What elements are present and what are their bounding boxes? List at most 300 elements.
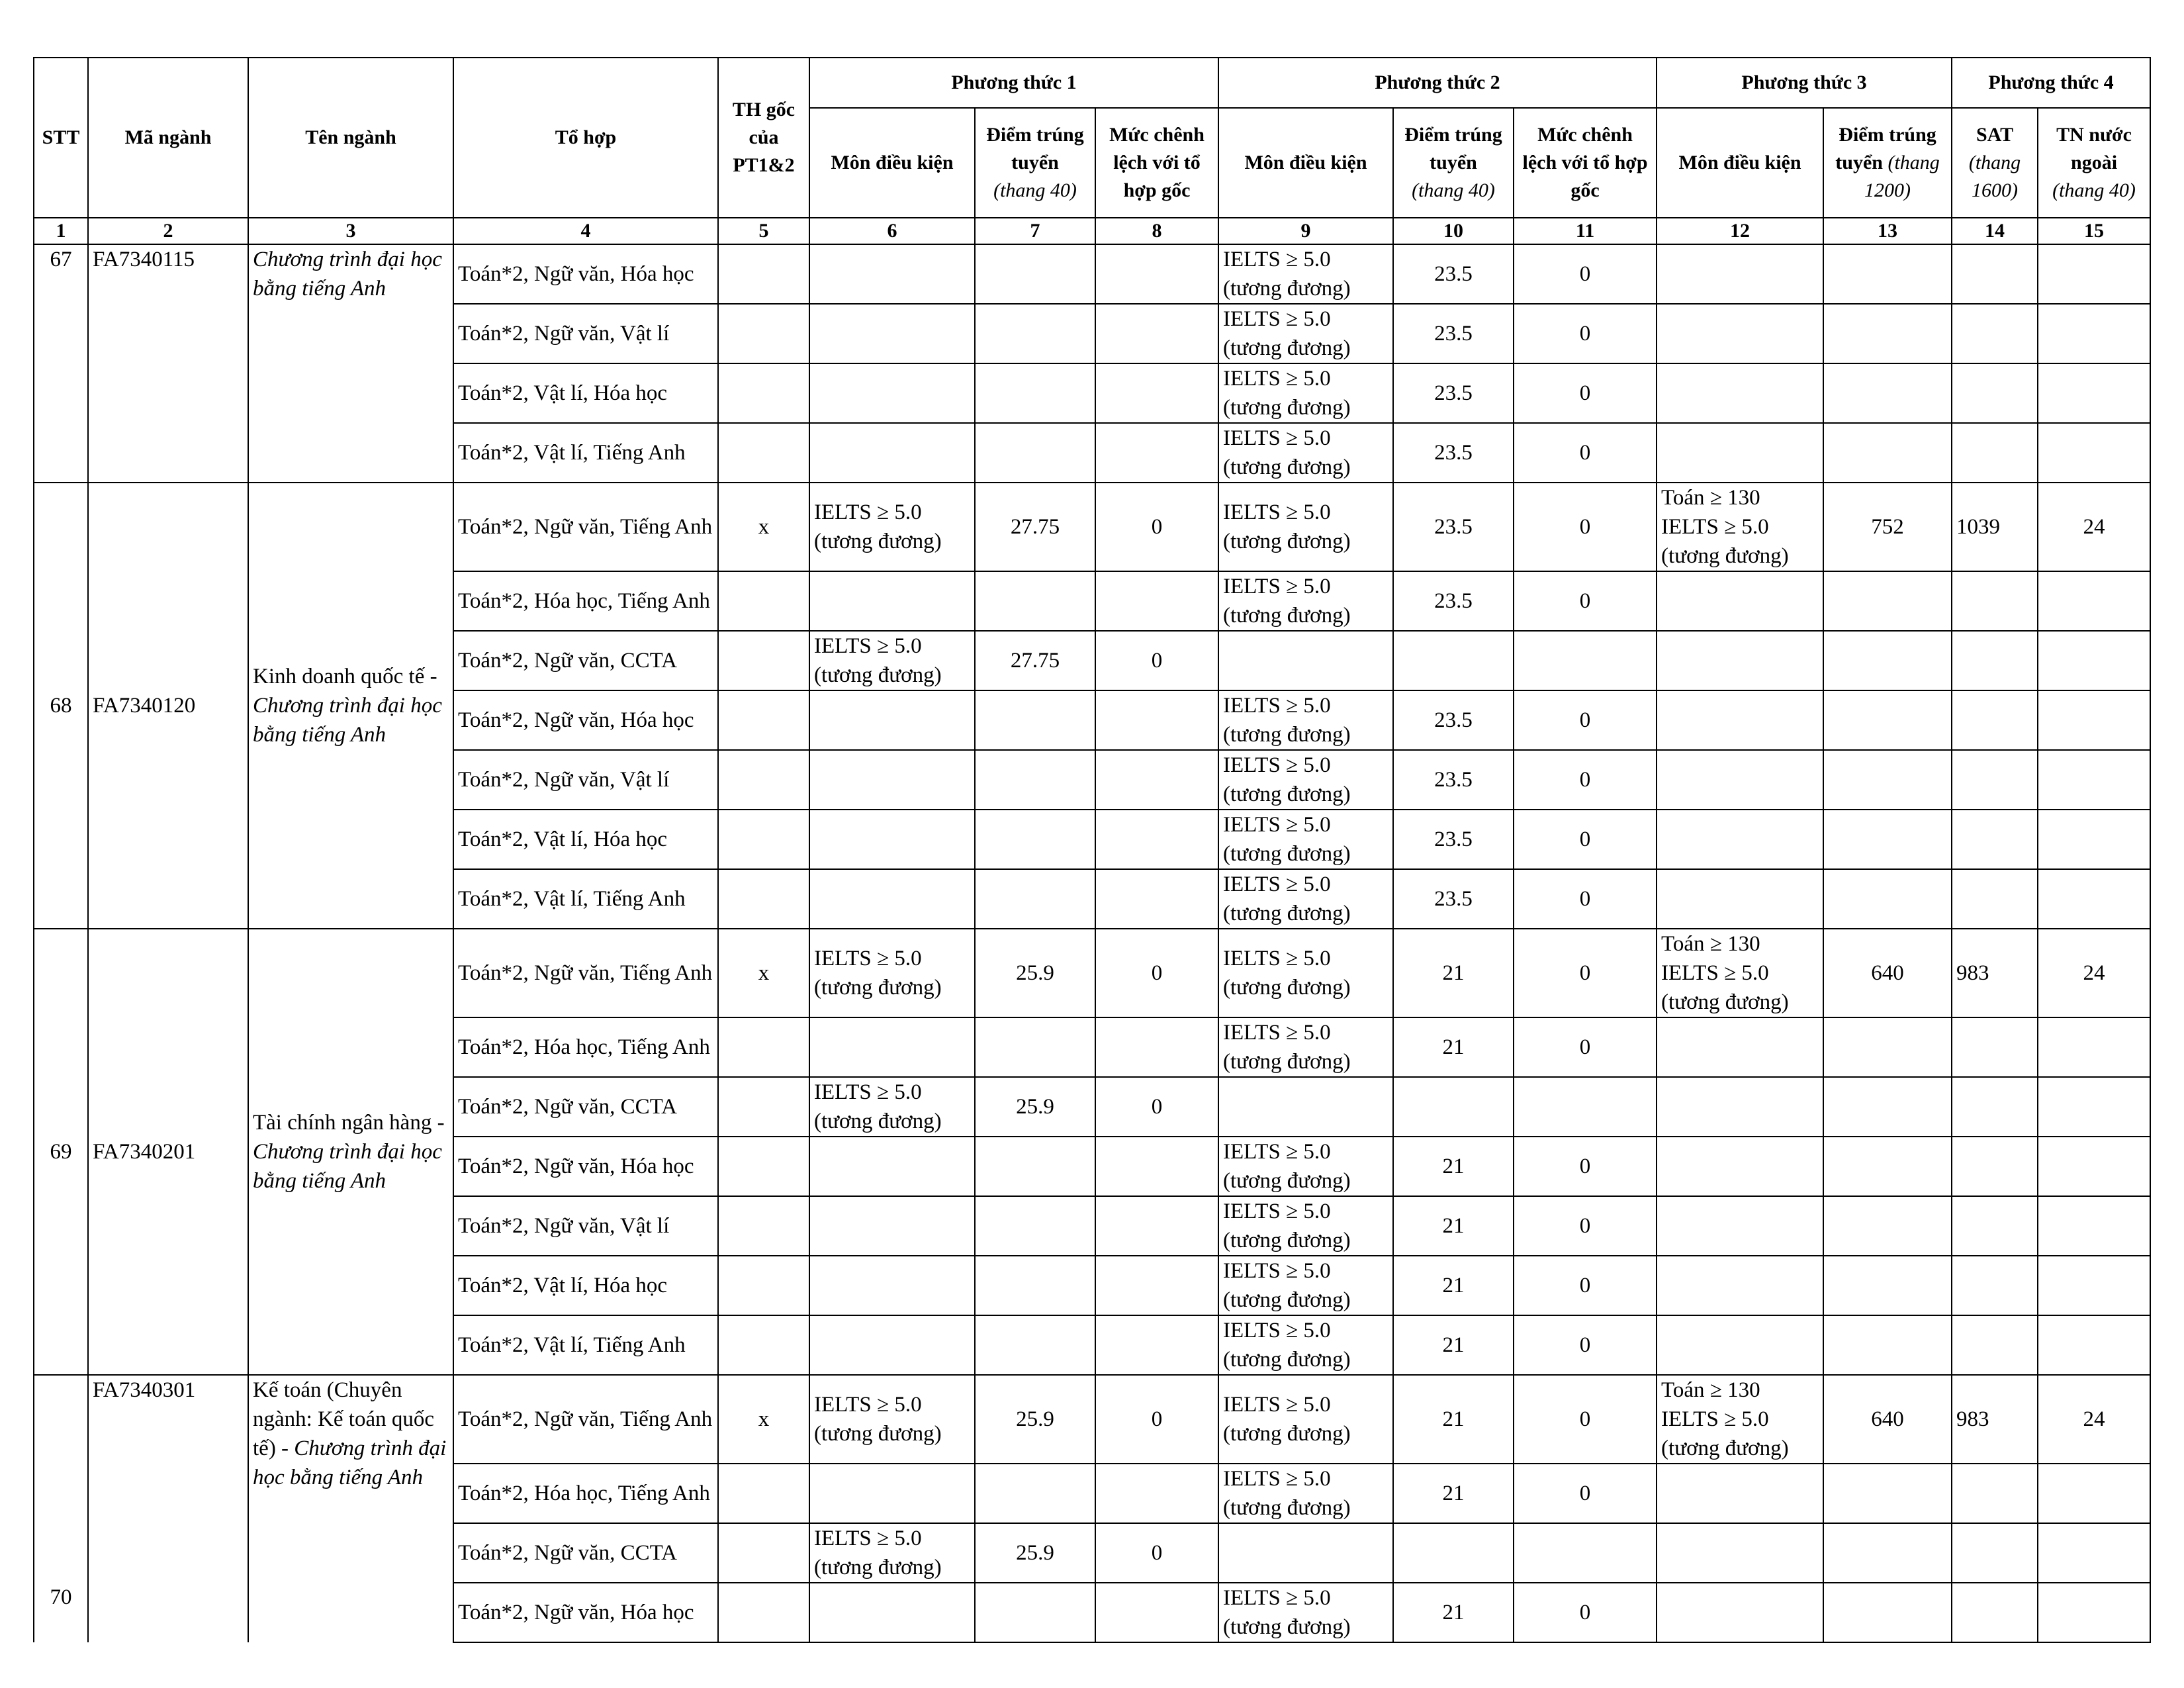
empty-cell (1823, 1017, 1952, 1077)
empty-cell (975, 690, 1095, 750)
table-row (34, 483, 2150, 571)
empty-cell (1657, 1464, 1823, 1523)
empty-cell (975, 869, 1095, 929)
empty-cell (809, 1256, 975, 1315)
pt1-condition (809, 483, 975, 571)
empty-cell (2038, 1077, 2150, 1137)
empty-cell (1952, 423, 2038, 483)
ielts-text: IELTS ≥ 5.0 (814, 634, 922, 658)
empty-cell (2038, 244, 2150, 304)
empty-cell (2038, 1196, 2150, 1256)
header-stt: STT (34, 58, 88, 218)
empty-cell (809, 690, 975, 750)
empty-cell (1095, 423, 1218, 483)
empty-cell (1657, 869, 1823, 929)
name-text: Tài chính ngân hàng - (253, 1111, 445, 1135)
empty-cell (1823, 571, 1952, 631)
header-sat-unit: (thang 1600) (1968, 152, 2021, 201)
combo-cell: Toán*2, Ngữ văn, CCTA (453, 1077, 718, 1137)
ielts-text: IELTS ≥ 5.0 (1661, 515, 1769, 539)
col-num: 2 (88, 218, 248, 244)
empty-cell (975, 1315, 1095, 1375)
pt2-diff: 0 (1514, 929, 1657, 1017)
empty-cell (718, 1137, 809, 1196)
empty-cell (1514, 1077, 1657, 1137)
table-row (34, 929, 2150, 1017)
combo-cell: Toán*2, Vật lí, Hóa học (453, 1256, 718, 1315)
pt2-score: 21 (1393, 1196, 1514, 1256)
equiv-text: (tương đương) (1223, 842, 1351, 866)
pt1-score: 25.9 (975, 1523, 1095, 1583)
equiv-text: (tương đương) (1223, 1615, 1351, 1639)
empty-cell (1514, 1523, 1657, 1583)
header-pt3: Phương thức 3 (1657, 58, 1952, 108)
empty-cell (975, 750, 1095, 810)
stt-cell: 67 (34, 244, 88, 483)
empty-cell (718, 363, 809, 423)
empty-cell (2038, 423, 2150, 483)
tn-score: 24 (2038, 929, 2150, 1017)
admission-table-page (33, 57, 2151, 1643)
header-pt2-mon: Môn điều kiện (1218, 108, 1393, 218)
equiv-text: (tương đương) (1223, 1348, 1351, 1372)
ielts-text: IELTS ≥ 5.0 (1223, 872, 1331, 896)
empty-cell (1218, 631, 1393, 690)
header-pt3-diem-label: Điểm trúng tuyển (1835, 124, 1936, 173)
empty-cell (1095, 810, 1218, 869)
pt2-condition (1218, 483, 1393, 571)
th-goc-mark: x (718, 929, 809, 1017)
empty-cell (1823, 1583, 1952, 1642)
pt2-score: 23.5 (1393, 244, 1514, 304)
empty-cell (718, 304, 809, 363)
col-num: 3 (248, 218, 453, 244)
ielts-text: IELTS ≥ 5.0 (1223, 694, 1331, 718)
empty-cell (2038, 1315, 2150, 1375)
pt3-condition (1657, 483, 1823, 571)
sat-score: 983 (1952, 1375, 2038, 1464)
header-tn-unit: (thang 40) (2052, 179, 2136, 201)
empty-cell (809, 363, 975, 423)
empty-cell (718, 423, 809, 483)
pt1-diff: 0 (1095, 631, 1218, 690)
ielts-text: IELTS ≥ 5.0 (1223, 1467, 1331, 1491)
empty-cell (809, 750, 975, 810)
pt2-condition (1218, 1137, 1393, 1196)
header-pt2-chenh: Mức chênh lệch với tổ hợp gốc (1514, 108, 1657, 218)
pt2-score: 23.5 (1393, 483, 1514, 571)
empty-cell (1393, 1523, 1514, 1583)
equiv-text: (tương đương) (1223, 1496, 1351, 1520)
empty-cell (2038, 631, 2150, 690)
empty-cell (1095, 1256, 1218, 1315)
combo-cell: Toán*2, Hóa học, Tiếng Anh (453, 571, 718, 631)
pt2-diff: 0 (1514, 363, 1657, 423)
equiv-text: (tương đương) (1223, 530, 1351, 553)
empty-cell (1095, 363, 1218, 423)
equiv-text: (tương đương) (1223, 723, 1351, 747)
empty-cell (809, 810, 975, 869)
pt2-condition (1218, 929, 1393, 1017)
col-num: 6 (809, 218, 975, 244)
ielts-text: IELTS ≥ 5.0 (1661, 961, 1769, 985)
col-num: 4 (453, 218, 718, 244)
empty-cell (1657, 1196, 1823, 1256)
ielts-text: IELTS ≥ 5.0 (1223, 307, 1331, 331)
ielts-text: IELTS ≥ 5.0 (814, 1080, 922, 1104)
equiv-text: (tương đương) (814, 1109, 942, 1133)
combo-cell: Toán*2, Ngữ văn, Tiếng Anh (453, 929, 718, 1017)
name-cell (248, 483, 453, 929)
pt2-condition (1218, 869, 1393, 929)
equiv-text: (tương đương) (814, 1422, 942, 1446)
pt3-condition (1657, 1375, 1823, 1464)
empty-cell (1657, 1077, 1823, 1137)
combo-cell: Toán*2, Ngữ văn, Hóa học (453, 1137, 718, 1196)
empty-cell (1823, 1315, 1952, 1375)
ielts-text: IELTS ≥ 5.0 (1223, 1393, 1331, 1417)
table-row (34, 1375, 2150, 1464)
combo-cell: Toán*2, Ngữ văn, Tiếng Anh (453, 1375, 718, 1464)
pt2-diff: 0 (1514, 810, 1657, 869)
empty-cell (718, 1196, 809, 1256)
empty-cell (2038, 1464, 2150, 1523)
pt2-condition (1218, 1375, 1393, 1464)
col-num: 7 (975, 218, 1095, 244)
pt1-score: 25.9 (975, 1375, 1095, 1464)
equiv-text: (tương đương) (814, 530, 942, 553)
pt2-condition (1218, 423, 1393, 483)
table-row (34, 244, 2150, 304)
pt2-diff: 0 (1514, 423, 1657, 483)
empty-cell (1823, 810, 1952, 869)
pt2-score: 23.5 (1393, 810, 1514, 869)
equiv-text: (tương đương) (1223, 455, 1351, 479)
pt3-score: 640 (1823, 1375, 1952, 1464)
empty-cell (1952, 690, 2038, 750)
pt2-score: 21 (1393, 1017, 1514, 1077)
empty-cell (1823, 690, 1952, 750)
pt2-score: 23.5 (1393, 690, 1514, 750)
toan-text: Toán ≥ 130 (1661, 932, 1760, 956)
pt2-condition (1218, 304, 1393, 363)
empty-cell (1218, 1523, 1393, 1583)
empty-cell (1952, 869, 2038, 929)
name-cell: Chương trình đại học bằng tiếng Anh (248, 244, 453, 483)
empty-cell (2038, 1137, 2150, 1196)
header-row-top (34, 58, 2150, 108)
empty-cell (1657, 750, 1823, 810)
ielts-text: IELTS ≥ 5.0 (1223, 426, 1331, 450)
equiv-text: (tương đương) (814, 663, 942, 687)
empty-cell (718, 1017, 809, 1077)
empty-cell (2038, 304, 2150, 363)
empty-cell (1657, 244, 1823, 304)
col-num: 9 (1218, 218, 1393, 244)
empty-cell (2038, 363, 2150, 423)
ielts-text: IELTS ≥ 5.0 (1223, 1319, 1331, 1342)
equiv-text: (tương đương) (1661, 1436, 1789, 1460)
name-text: Kinh doanh quốc tế - (253, 665, 437, 688)
col-num: 10 (1393, 218, 1514, 244)
pt1-condition (809, 631, 975, 690)
empty-cell (1952, 1315, 2038, 1375)
name-italic: Chương trình đại học bằng tiếng Anh (253, 1140, 442, 1193)
empty-cell (1393, 1077, 1514, 1137)
empty-cell (1514, 631, 1657, 690)
ielts-text: IELTS ≥ 5.0 (1223, 367, 1331, 391)
combo-cell: Toán*2, Vật lí, Hóa học (453, 810, 718, 869)
equiv-text: (tương đương) (1223, 277, 1351, 301)
stt-cell: 68 (34, 483, 88, 929)
empty-cell (1823, 1523, 1952, 1583)
pt2-score: 21 (1393, 1315, 1514, 1375)
empty-cell (809, 423, 975, 483)
pt2-score: 21 (1393, 1375, 1514, 1464)
pt3-score: 640 (1823, 929, 1952, 1017)
combo-cell: Toán*2, Ngữ văn, Hóa học (453, 1583, 718, 1642)
empty-cell (1823, 423, 1952, 483)
empty-cell (718, 690, 809, 750)
equiv-text: (tương đương) (1661, 544, 1789, 568)
empty-cell (1952, 1523, 2038, 1583)
pt2-diff: 0 (1514, 750, 1657, 810)
toan-text: Toán ≥ 130 (1661, 486, 1760, 510)
empty-cell (1218, 1077, 1393, 1137)
stt-cell: 69 (34, 929, 88, 1375)
pt1-diff: 0 (1095, 1375, 1218, 1464)
code-cell: FA7340301 (88, 1375, 248, 1642)
equiv-text: (tương đương) (1223, 1169, 1351, 1193)
equiv-text: (tương đương) (1223, 902, 1351, 925)
empty-cell (1952, 571, 2038, 631)
th-goc-mark: x (718, 483, 809, 571)
col-num: 12 (1657, 218, 1823, 244)
empty-cell (1095, 1464, 1218, 1523)
pt2-score: 23.5 (1393, 571, 1514, 631)
empty-cell (1952, 1464, 2038, 1523)
empty-cell (975, 1137, 1095, 1196)
header-pt3-diem-unit: (thang 1200) (1864, 152, 1940, 201)
empty-cell (1823, 1256, 1952, 1315)
ielts-text: IELTS ≥ 5.0 (1661, 1407, 1769, 1431)
ielts-text: IELTS ≥ 5.0 (1223, 947, 1331, 970)
pt2-condition (1218, 363, 1393, 423)
empty-cell (975, 423, 1095, 483)
pt1-diff: 0 (1095, 929, 1218, 1017)
ielts-text: IELTS ≥ 5.0 (814, 947, 922, 970)
pt1-score: 27.75 (975, 483, 1095, 571)
equiv-text: (tương đương) (1223, 782, 1351, 806)
ielts-text: IELTS ≥ 5.0 (1223, 500, 1331, 524)
pt2-condition (1218, 1583, 1393, 1642)
col-num: 1 (34, 218, 88, 244)
header-pt3-diem (1823, 108, 1952, 218)
empty-cell (2038, 1256, 2150, 1315)
empty-cell (1823, 631, 1952, 690)
equiv-text: (tương đương) (1223, 1050, 1351, 1074)
empty-cell (1095, 1315, 1218, 1375)
col-num: 14 (1952, 218, 2038, 244)
pt2-diff: 0 (1514, 869, 1657, 929)
empty-cell (975, 1256, 1095, 1315)
empty-cell (1952, 1196, 2038, 1256)
empty-cell (809, 1137, 975, 1196)
empty-cell (1952, 1583, 2038, 1642)
empty-cell (2038, 869, 2150, 929)
header-pt2-diem-label: Điểm trúng tuyển (1404, 124, 1502, 173)
ielts-text: IELTS ≥ 5.0 (814, 1526, 922, 1550)
empty-cell (1657, 631, 1823, 690)
empty-cell (1952, 631, 2038, 690)
pt2-condition (1218, 1017, 1393, 1077)
pt2-score: 23.5 (1393, 304, 1514, 363)
empty-cell (718, 1077, 809, 1137)
equiv-text: (tương đương) (1223, 1288, 1351, 1312)
empty-cell (1952, 363, 2038, 423)
empty-cell (1823, 304, 1952, 363)
header-pt2-diem-unit: (thang 40) (1412, 179, 1495, 201)
pt2-diff: 0 (1514, 244, 1657, 304)
pt2-score: 23.5 (1393, 750, 1514, 810)
empty-cell (809, 1583, 975, 1642)
pt2-condition (1218, 1196, 1393, 1256)
pt2-condition (1218, 1315, 1393, 1375)
empty-cell (1952, 750, 2038, 810)
empty-cell (975, 1464, 1095, 1523)
col-num: 15 (2038, 218, 2150, 244)
empty-cell (2038, 1017, 2150, 1077)
empty-cell (809, 304, 975, 363)
col-num: 8 (1095, 218, 1218, 244)
ielts-text: IELTS ≥ 5.0 (1223, 1259, 1331, 1283)
empty-cell (718, 1256, 809, 1315)
pt2-score: 21 (1393, 1256, 1514, 1315)
empty-cell (1657, 690, 1823, 750)
empty-cell (718, 1315, 809, 1375)
pt2-diff: 0 (1514, 1196, 1657, 1256)
header-pt3-mon: Môn điều kiện (1657, 108, 1823, 218)
empty-cell (2038, 690, 2150, 750)
ielts-text: IELTS ≥ 5.0 (1223, 753, 1331, 777)
empty-cell (1095, 690, 1218, 750)
ielts-text: IELTS ≥ 5.0 (1223, 1199, 1331, 1223)
empty-cell (1823, 1196, 1952, 1256)
pt2-diff: 0 (1514, 690, 1657, 750)
pt2-condition (1218, 1464, 1393, 1523)
empty-cell (975, 1017, 1095, 1077)
pt2-score: 21 (1393, 929, 1514, 1017)
empty-cell (809, 869, 975, 929)
empty-cell (1952, 1077, 2038, 1137)
empty-cell (1095, 1196, 1218, 1256)
pt2-diff: 0 (1514, 1256, 1657, 1315)
ielts-text: IELTS ≥ 5.0 (1223, 575, 1331, 598)
ielts-text: IELTS ≥ 5.0 (814, 500, 922, 524)
empty-cell (1095, 750, 1218, 810)
empty-cell (1095, 869, 1218, 929)
header-to-hop: Tổ hợp (453, 58, 718, 218)
pt1-score: 27.75 (975, 631, 1095, 690)
equiv-text: (tương đương) (814, 1556, 942, 1579)
empty-cell (975, 571, 1095, 631)
pt2-diff: 0 (1514, 1137, 1657, 1196)
empty-cell (1657, 1583, 1823, 1642)
empty-cell (718, 1583, 809, 1642)
col-num: 11 (1514, 218, 1657, 244)
empty-cell (2038, 1523, 2150, 1583)
empty-cell (975, 244, 1095, 304)
name-italic: Chương trình đại học bằng tiếng Anh (253, 1436, 447, 1489)
empty-cell (975, 1196, 1095, 1256)
empty-cell (975, 810, 1095, 869)
header-tn-label: TN nước ngoài (2056, 124, 2132, 173)
header-pt4: Phương thức 4 (1952, 58, 2150, 108)
empty-cell (975, 304, 1095, 363)
empty-cell (1657, 423, 1823, 483)
empty-cell (1823, 1077, 1952, 1137)
pt2-condition (1218, 1256, 1393, 1315)
pt2-score: 23.5 (1393, 423, 1514, 483)
ielts-text: IELTS ≥ 5.0 (1223, 1021, 1331, 1045)
empty-cell (1657, 1523, 1823, 1583)
header-pt1-diem-unit: (thang 40) (993, 179, 1077, 201)
pt1-score: 25.9 (975, 1077, 1095, 1137)
pt2-diff: 0 (1514, 304, 1657, 363)
empty-cell (1095, 571, 1218, 631)
pt2-condition (1218, 690, 1393, 750)
combo-cell: Toán*2, Ngữ văn, CCTA (453, 631, 718, 690)
pt2-score: 23.5 (1393, 363, 1514, 423)
pt2-diff: 0 (1514, 483, 1657, 571)
pt2-score: 21 (1393, 1137, 1514, 1196)
empty-cell (809, 571, 975, 631)
th-goc-mark: x (718, 1375, 809, 1464)
pt1-condition (809, 1375, 975, 1464)
equiv-text: (tương đương) (1223, 336, 1351, 360)
code-cell: FA7340115 (88, 244, 248, 483)
pt2-diff: 0 (1514, 1375, 1657, 1464)
pt2-score: 21 (1393, 1464, 1514, 1523)
stt-cell: 70 (34, 1375, 88, 1642)
header-pt1-mon: Môn điều kiện (809, 108, 975, 218)
combo-cell: Toán*2, Ngữ văn, Tiếng Anh (453, 483, 718, 571)
empty-cell (718, 1523, 809, 1583)
name-cell (248, 929, 453, 1375)
equiv-text: (tương đương) (1223, 976, 1351, 1000)
pt1-condition (809, 1077, 975, 1137)
pt2-score: 23.5 (1393, 869, 1514, 929)
code-cell: FA7340120 (88, 483, 248, 929)
equiv-text: (tương đương) (1223, 604, 1351, 628)
empty-cell (809, 244, 975, 304)
empty-cell (1823, 750, 1952, 810)
pt2-condition (1218, 571, 1393, 631)
combo-cell: Toán*2, Vật lí, Tiếng Anh (453, 423, 718, 483)
pt2-diff: 0 (1514, 1464, 1657, 1523)
empty-cell (718, 1464, 809, 1523)
empty-cell (1393, 631, 1514, 690)
equiv-text: (tương đương) (1223, 1422, 1351, 1446)
ielts-text: IELTS ≥ 5.0 (814, 1393, 922, 1417)
pt1-diff: 0 (1095, 483, 1218, 571)
sat-score: 1039 (1952, 483, 2038, 571)
pt1-diff: 0 (1095, 1523, 1218, 1583)
empty-cell (1095, 304, 1218, 363)
pt2-score: 21 (1393, 1583, 1514, 1642)
pt2-diff: 0 (1514, 571, 1657, 631)
empty-cell (1823, 869, 1952, 929)
